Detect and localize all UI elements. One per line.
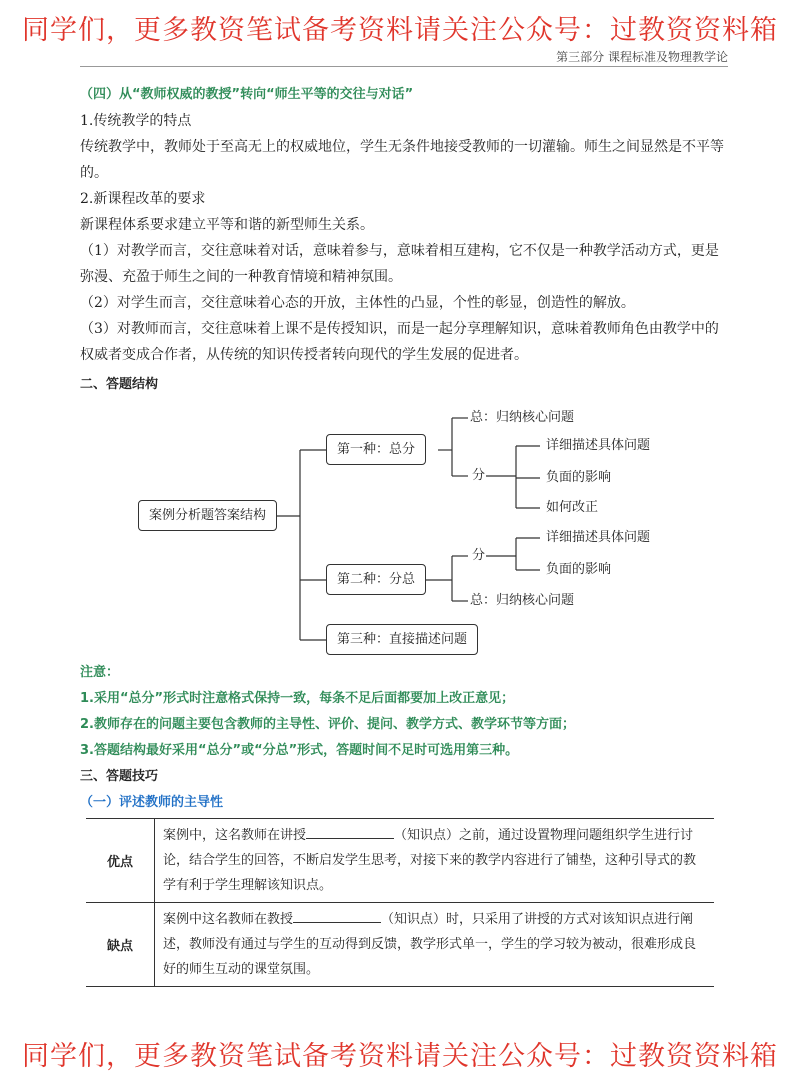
row-label-weakness: 缺点 [86,903,155,987]
section-heading: （四）从“教师权威的教授”转向“师生平等的交往与对话” [80,87,414,102]
promo-banner-top: 同学们，更多教资笔试备考资料请关注公众号：过教资资料箱 [22,15,778,46]
table-row-strength [86,819,714,903]
type1-item-correction: 如何改正 [546,500,599,515]
row-text-strength [155,819,715,903]
type1-item-impact: 负面的影响 [546,470,612,485]
answer-structure-diagram [80,400,728,660]
note-item-3: 3.答题结构最好采用“总分”或“分总”形式，答题时间不足时可选用第三种。 [80,743,519,758]
paragraph-reform: 新课程体系要求建立平等和谐的新型师生关系。 [80,217,374,233]
diagram-type2-node: 第二种：分总 [326,564,426,595]
strength-text-start: 案例中，这名教师在讲授 [163,828,307,843]
row-text-weakness [155,903,715,987]
skills-subheading: （一）评述教师的主导性 [80,795,224,810]
fill-blank [306,824,394,839]
subheading-traditional: 1.传统教学的特点 [80,113,192,129]
type1-summary-label: 总：归纳核心问题 [470,410,575,425]
type2-fen-label: 分 [472,548,486,563]
note-item-2: 2.教师存在的问题主要包含教师的主导性、评价、提问、教学方式、教学环节等方面； [80,717,575,732]
running-head: 第三部分 课程标准及物理教学论 [556,50,728,64]
weakness-text-start: 案例中这名教师在教授 [163,912,294,927]
section-four [80,82,728,398]
list-item-1: （1）对教学而言，交往意味着对话，意味着参与，意味着相互建构，它不仅是一种教学活动方式，更是弥漫、充盈于师生之间的一种教育情境和精神氛围。 [80,243,719,285]
notes-section [80,660,728,816]
promo-banner-bottom: 同学们，更多教资笔试备考资料请关注公众号：过教资资料箱 [22,1041,778,1072]
table-row-weakness [86,903,714,987]
diagram-type3-node: 第三种：直接描述问题 [326,624,478,655]
row-label-strength: 优点 [86,819,155,903]
weakness-text-rest: （知识点）时，只采用了讲授的方式对该知识点进行阐述，教师没有通过与学生的互动得到反馈，教学形式单一，学生的学习较为被动，很难形成良好的师生互动的课堂氛围。 [163,912,697,977]
type2-item-detail: 详细描述具体问题 [546,530,651,545]
subheading-reform: 2.新课程改革的要求 [80,191,206,207]
structure-heading: 二、答题结构 [80,377,159,392]
type1-item-detail: 详细描述具体问题 [546,438,651,453]
skills-heading: 三、答题技巧 [80,769,159,784]
type2-summary-label: 总：归纳核心问题 [470,593,575,608]
fill-blank [293,908,381,923]
header-divider [80,66,728,67]
list-item-3: （3）对教师而言，交往意味着上课不是传授知识，而是一起分享理解知识，意味着教师角色由教学中的权威者变成合作者，从传统的知识传授者转向现代的学生发展的促进者。 [80,321,719,363]
diagram-type1-node: 第一种：总分 [326,434,426,465]
paragraph-traditional: 传统教学中，教师处于至高无上的权威地位，学生无条件地接受教师的一切灌输。师生之间显然是不平等的。 [80,139,724,181]
strength-text-rest: （知识点）之前，通过设置物理问题组织学生进行讨论，结合学生的回答，不断启发学生思考，对接下来的教学内容进行了铺垫，这种引导式的教学有利于学生理解该知识点。 [163,828,697,893]
note-item-1: 1.采用“总分”形式时注意格式保持一致，每条不足后面都要加上改正意见； [80,691,515,706]
notes-title: 注意： [80,665,120,680]
list-item-2: （2）对学生而言，交往意味着心态的开放，主体性的凸显，个性的彰显，创造性的解放。 [80,295,635,311]
type1-fen-label: 分 [472,468,486,483]
type2-item-impact: 负面的影响 [546,562,612,577]
teacher-evaluation-table [86,818,714,987]
diagram-root-node: 案例分析题答案结构 [138,500,277,531]
